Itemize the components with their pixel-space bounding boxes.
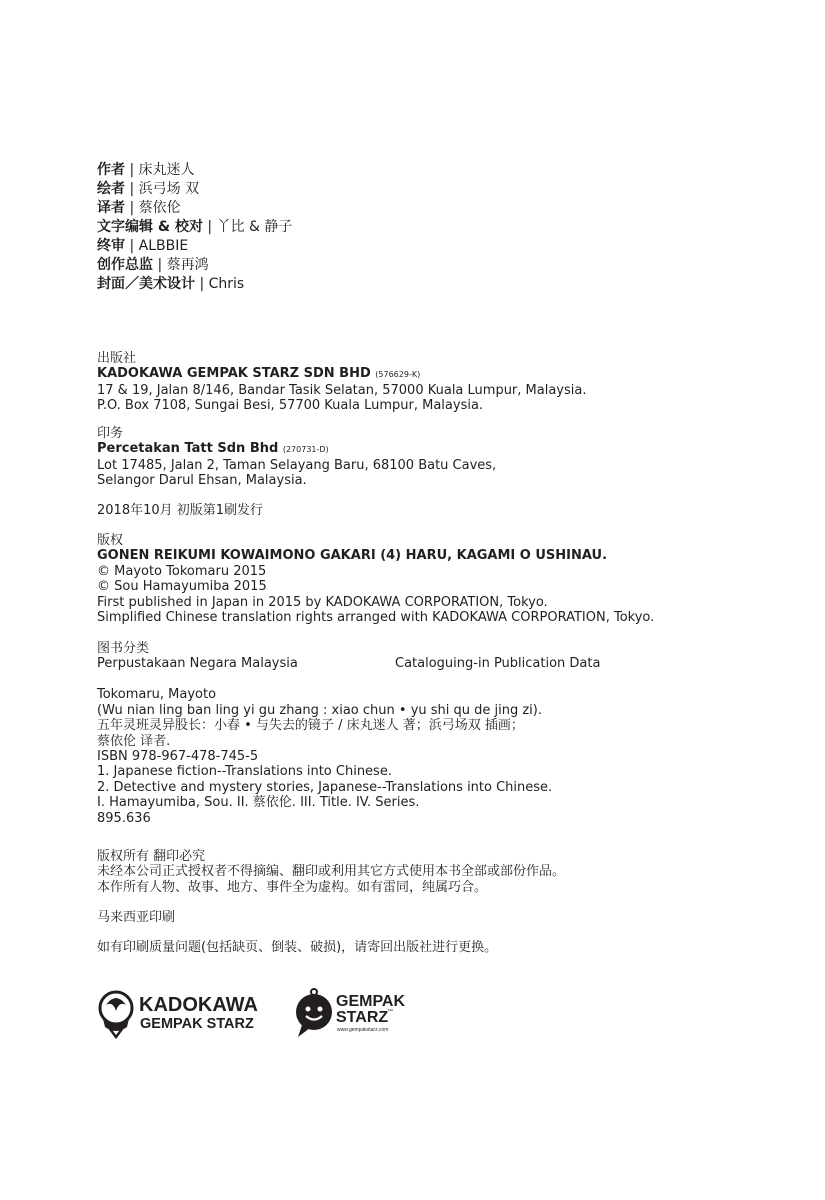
section-heading: 出版社: [97, 351, 137, 366]
catalog-line: I. Hamayumiba, Sou. II. 蔡依伦. III. Title. IV. Series.: [97, 795, 420, 811]
catalog-source-row: Perpustakaan Negara Malaysia Cataloguing-in Publication Data: [97, 656, 601, 672]
rights-line: 本作所有人物、故事、地方、事件全为虚构。如有雷同，纯属巧合。: [97, 879, 488, 895]
copyright-line: © Sou Hamayumiba 2015: [97, 579, 267, 595]
print-quality-notice: 如有印刷质量问题(包括缺页、倒装、破损)，请寄回出版社进行更换。: [97, 940, 498, 955]
section-heading: 图书分类: [97, 641, 150, 656]
credit-row: 创作总监 | 蔡再鸿: [97, 257, 209, 273]
logos-row: [97, 985, 437, 1045]
copyright-block: [97, 533, 654, 625]
catalog-line: 五年灵班灵异股长：小春 • 与失去的镜子 / 床丸迷人 著；浜弓场双 插画；: [97, 718, 524, 734]
credit-row: 文字编辑 & 校对 | 丫比 & 静子: [97, 219, 293, 235]
catalog-block: [97, 641, 601, 826]
rights-block: [97, 849, 565, 895]
credits-block: [97, 161, 292, 294]
printer-name: Percetakan Tatt Sdn Bhd (270731-D): [97, 441, 329, 457]
publisher-name: KADOKAWA GEMPAK STARZ SDN BHD (576629-K): [97, 366, 421, 382]
gempak-url: www.gempakstarz.com: [337, 1027, 389, 1033]
edition-line: 2018年10月 初版第1刷发行: [97, 503, 264, 518]
original-title: GONEN REIKUMI KOWAIMONO GAKARI (4) HARU, KAGAMI O USHINAU.: [97, 548, 608, 564]
catalog-line: 2. Detective and mystery stories, Japanese--Translations into Chinese.: [97, 779, 553, 795]
gempak-logo-text: GEMPAK: [336, 993, 406, 1010]
catalog-line: 1. Japanese fiction--Translations into Chinese.: [97, 764, 392, 780]
edition-block: [97, 503, 263, 518]
section-heading: 版权: [97, 533, 124, 548]
publisher-address: P.O. Box 7108, Sungai Besi, 57700 Kuala Lumpur, Malaysia.: [97, 398, 484, 414]
printed-in-block: [97, 910, 175, 925]
rights-line: 未经本公司正式授权者不得摘编、翻印或利用其它方式使用本书全部或部份作品。: [97, 864, 566, 880]
credit-row: 绘者 | 浜弓场 双: [97, 181, 200, 197]
catalog-line: (Wu nian ling ban ling yi gu zhang : xiao chun • yu shi qu de jing zi).: [97, 702, 543, 718]
publisher-block: [97, 351, 586, 414]
kadokawa-logo-text: KADOKAWA: [139, 994, 258, 1016]
printer-block: [97, 426, 496, 489]
credit-row: 封面／美术设计 | Chris: [97, 276, 245, 292]
credit-row: 终审 | ALBBIE: [97, 238, 189, 254]
gempak-logo-subtext: STARZ: [336, 1009, 389, 1026]
printer-address: Lot 17485, Jalan 2, Taman Selayang Baru, 68100 Batu Caves,: [97, 457, 497, 473]
gempak-tm: ™: [387, 1009, 393, 1015]
gempak-mascot-icon: [296, 989, 332, 1037]
publisher-address: 17 & 19, Jalan 8/146, Bandar Tasik Selatan, 57000 Kuala Lumpur, Malaysia.: [97, 382, 587, 398]
section-heading: 印务: [97, 426, 124, 441]
catalog-line: Tokomaru, Mayoto: [97, 687, 217, 703]
kadokawa-emblem-icon: [100, 992, 132, 1037]
credit-row: 作者 | 床丸迷人: [97, 162, 195, 178]
copyright-line: First published in Japan in 2015 by KADOKAWA CORPORATION, Tokyo.: [97, 594, 548, 610]
copyright-line: Simplified Chinese translation rights arranged with KADOKAWA CORPORATION, Tokyo.: [97, 610, 655, 626]
printed-in-line: 马来西亚印刷: [97, 910, 176, 925]
section-heading: 版权所有 翻印必究: [97, 849, 206, 864]
printer-address: Selangor Darul Ehsan, Malaysia.: [97, 473, 307, 489]
catalog-line: 蔡依伦 译者.: [97, 733, 171, 749]
copyright-line: © Mayoto Tokomaru 2015: [97, 563, 267, 579]
catalog-line: ISBN 978-967-478-745-5: [97, 749, 259, 765]
notice-block: [97, 940, 497, 955]
kadokawa-logo-subtext: GEMPAK STARZ: [140, 1016, 254, 1032]
publisher-logos: [97, 985, 437, 1045]
catalog-line: 895.636: [97, 810, 151, 826]
credit-row: 译者 | 蔡依伦: [97, 200, 181, 216]
